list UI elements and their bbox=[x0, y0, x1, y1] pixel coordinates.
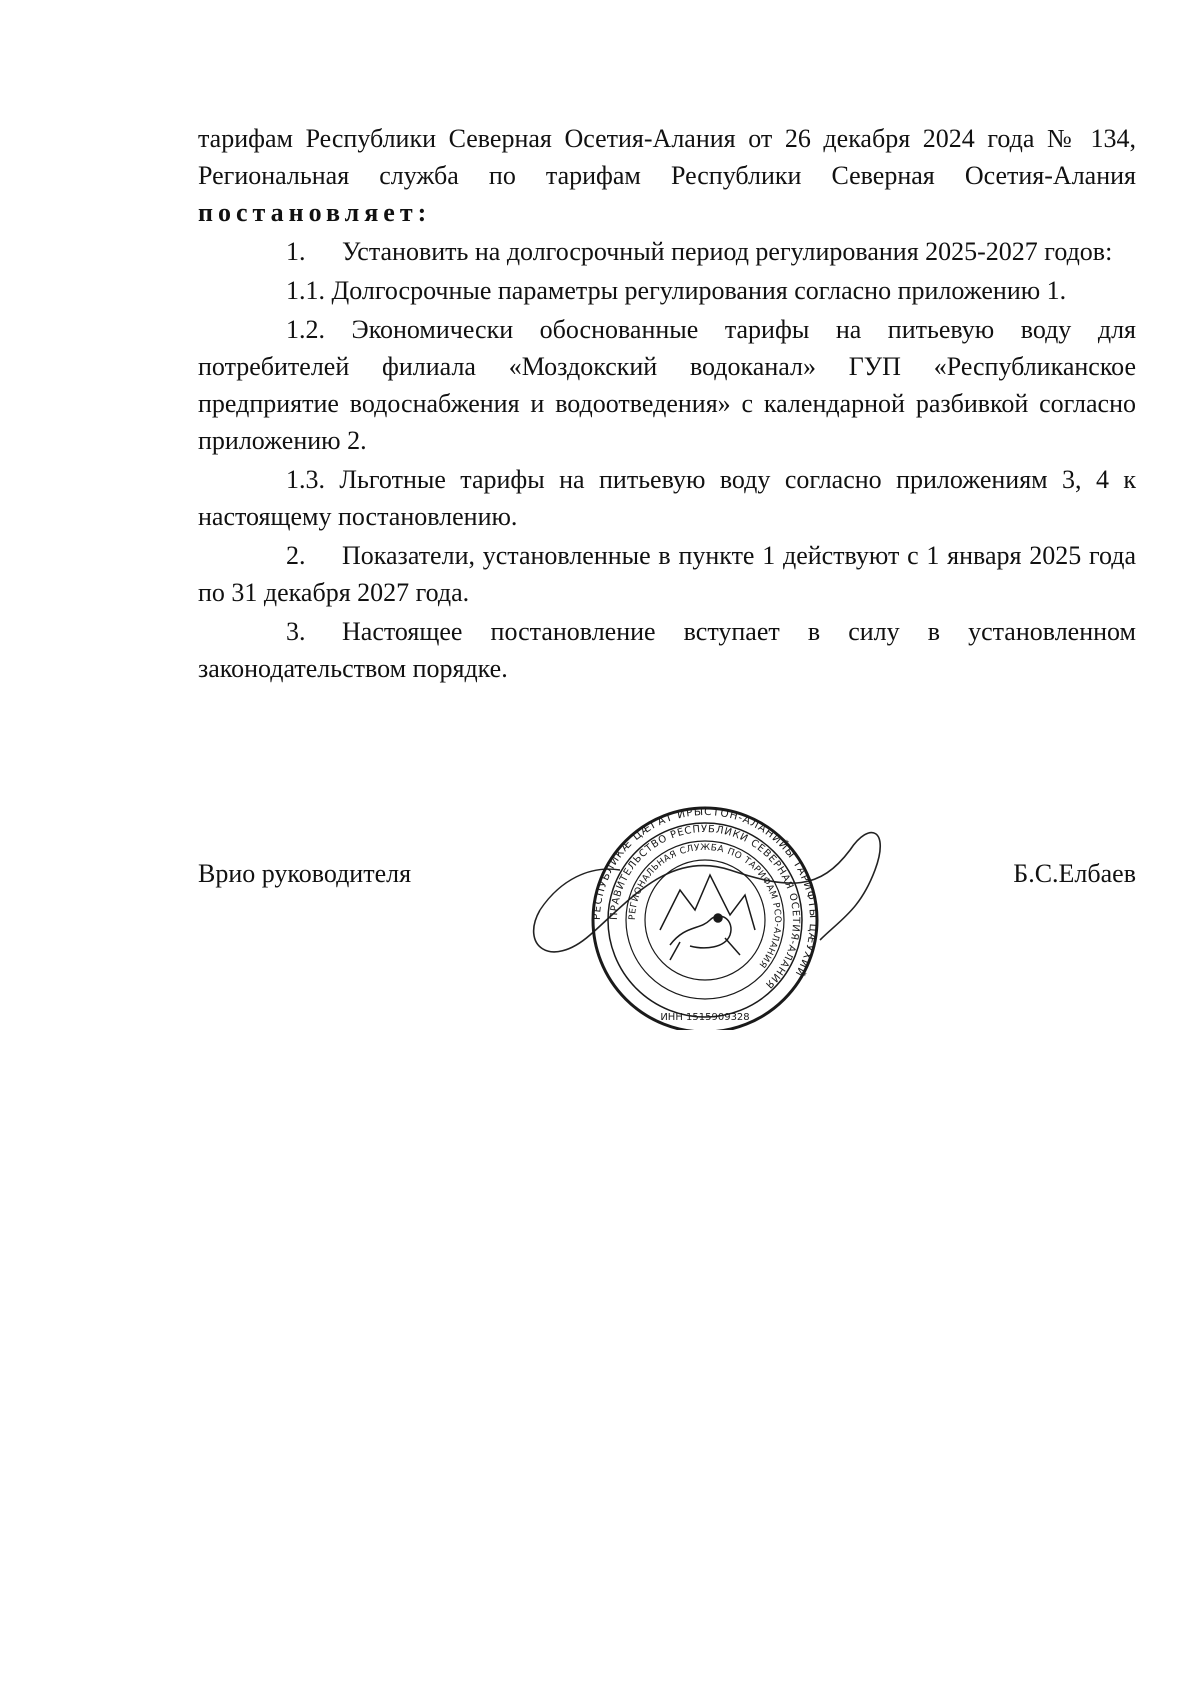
seal-outer-text: РЕСПУБЛИКӔ ЦӔГАТ ИРЫСТОН-АЛАНИЙЫ ТАРИФТЫ ЦӔУХИЙ bbox=[590, 805, 820, 979]
signer-position: Врио руководителя bbox=[198, 859, 412, 888]
seal-inner-text: РЕГИОНАЛЬНАЯ СЛУЖБА ПО ТАРИФАМ РСО-АЛАНИЯ bbox=[627, 842, 783, 970]
item-1-1 bbox=[198, 272, 1136, 309]
item-1-1-number: 1.1. bbox=[286, 276, 325, 305]
item-1-3 bbox=[198, 461, 1136, 535]
resolves-word: постановляет: bbox=[198, 198, 432, 227]
seal-inn: ИНН 1515909328 bbox=[660, 1012, 750, 1023]
signer-name: Б.С.Елбаев bbox=[1013, 859, 1136, 888]
seal-ring-3 bbox=[645, 860, 765, 980]
item-2 bbox=[198, 537, 1136, 611]
item-1-1-text: Долгосрочные параметры регулирования согласно приложению 1. bbox=[331, 276, 1067, 305]
item-1-number: 1. bbox=[286, 237, 306, 266]
seal-middle-text: ПРАВИТЕЛЬСТВО РЕСПУБЛИКИ СЕВЕРНАЯ ОСЕТИЯ-АЛАНИЯ bbox=[608, 823, 802, 991]
item-1 bbox=[198, 233, 1136, 270]
item-2-number: 2. bbox=[286, 541, 306, 570]
item-1-3-number: 1.3. bbox=[286, 465, 325, 494]
item-2-text: Показатели, установленные в пункте 1 действуют с 1 января 2025 года по 31 декабря 2027 года. bbox=[198, 541, 1136, 607]
item-1-2-text: Экономически обоснованные тарифы на питьевую воду для потребителей филиала «Моздокский водоканал» ГУП «Республиканское предприятие водоснабжения и водоотведения» с календарной разбивкой согласно приложению 2. bbox=[198, 315, 1137, 455]
official-seal bbox=[520, 770, 890, 1030]
item-3-text: Настоящее постановление вступает в силу в установленном законодательством порядке. bbox=[198, 617, 1136, 683]
item-1-3-text: Льготные тарифы на питьевую воду согласно приложениям 3, 4 к настоящему постановлению. bbox=[198, 465, 1137, 531]
item-1-2 bbox=[198, 311, 1136, 459]
document-body bbox=[198, 120, 1136, 688]
intro-paragraph bbox=[198, 120, 1136, 231]
item-3-number: 3. bbox=[286, 617, 306, 646]
seal-ring-2 bbox=[626, 841, 784, 999]
item-1-text: Установить на долгосрочный период регулирования 2025-2027 годов: bbox=[342, 237, 1113, 266]
intro-text: тарифам Республики Северная Осетия-Алания от 26 декабря 2024 года № 134, Региональная служба по тарифам Республики Северная Осетия-Алания bbox=[198, 124, 1136, 190]
item-3 bbox=[198, 613, 1136, 687]
item-1-2-number: 1.2. bbox=[286, 315, 325, 344]
seal-emblem bbox=[660, 875, 755, 960]
